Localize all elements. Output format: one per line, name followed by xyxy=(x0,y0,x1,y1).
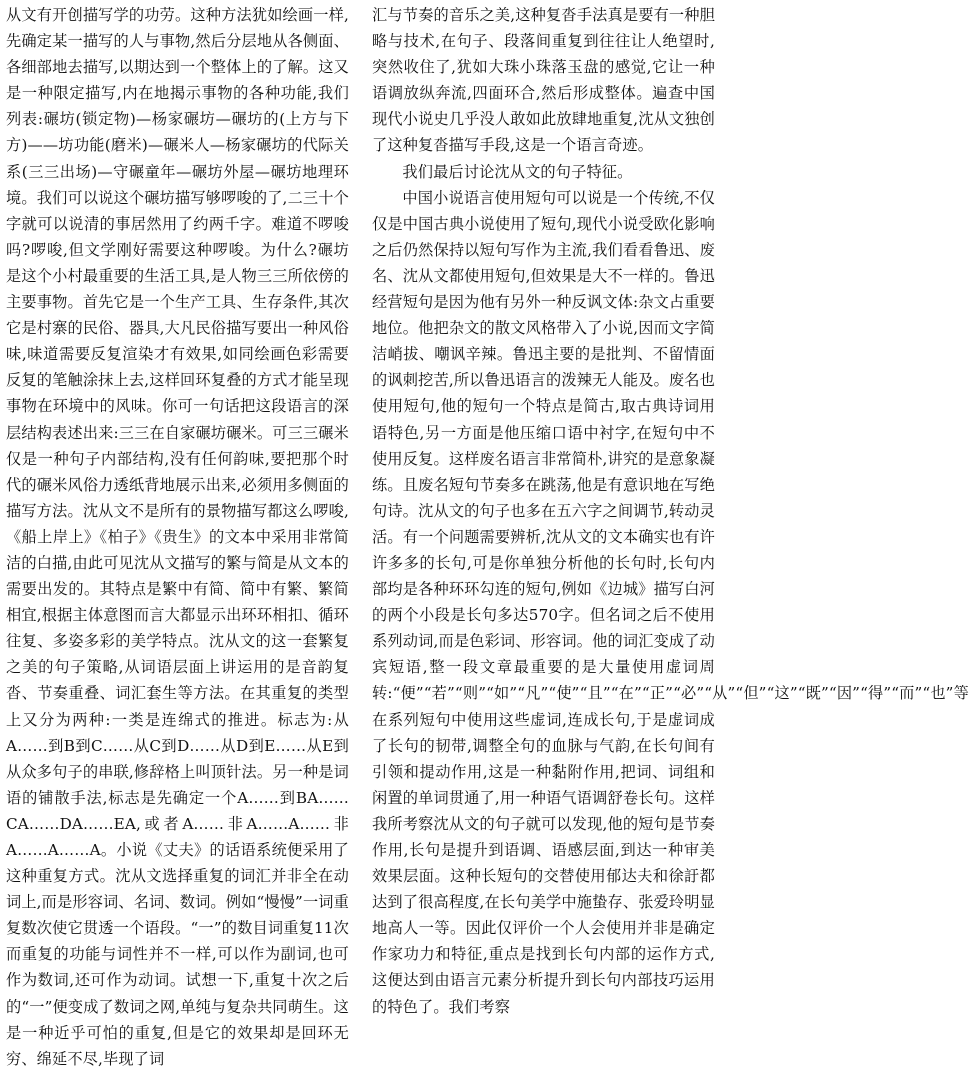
left-text-column xyxy=(6,2,349,1068)
body-paragraph: 中国小说语言使用短句可以说是一个传统,不仅仅是中国古典小说使用了短句,现代小说受欧化影响之后仍然保持以短句写作为主流,我们看看鲁迅、废名、沈从文都使用短句,但效果是大不一样的。鲁迅经营短句是因为他有另外一种反讽文体:杂文占重要地位。他把杂文的散文风格带入了小说,因而文字简洁峭拔、嘲讽辛辣。鲁迅主要的是批判、不留情面的讽刺挖苦,所以鲁迅语言的泼辣无人能及。废名也使用短句,他的短句一个特点是简古,取古典诗词用语特色,另一方面是他压缩口语中衬字,在短句中不使用反复。这样废名语言非常简朴,讲究的是意象凝练。且废名短句节奏多在跳荡,他是有意识地在写绝句诗。沈从文的句子也多在五六字之间调节,转动灵活。有一个问题需要辨析,沈从文的文本确实也有许许多多的长句,可是你单独分析他的长句时,长句内部均是各种环环勾连的短句,例如《边城》描写白河的两个小段是长句多达570字。但名词之后不使用系列动词,而是色彩词、形容词。他的词汇变成了动宾短语,整一段文章最重要的是大量使用虚词周转:“便”“若”“则”“如”“凡”“使”“且”“在”“正”“必”“从”“但”“这”“既”“因”“得”“而”“也”等在系列短句中使用这些虚词,连成长句,于是虚词成了长句的韧带,调整全句的血脉与气韵,在长句间有引领和提动作用,这是一种黏附作用,把词、词组和闲置的单词贯通了,用一种语气语调舒卷长句。这样我所考察沈从文的句子就可以发现,他的短句是节奏作用,长句是提升到语调、语感层面,到达一种审美效果层面。这种长短句的交替使用郁达夫和徐訏都达到了很高程度,在长句美学中施蛰存、张爱玲明显地高人一等。因此仅评价一个人会使用并非是确定作家功力和特征,重点是找到长句内部的运作方式,这便达到由语言元素分析提升到长句内部技巧运用的特色了。我们考察 xyxy=(372,188,969,1016)
body-paragraph: 汇与节奏的音乐之美,这种复沓手法真是要有一种胆略与技术,在句子、段落间重复到往往让人绝望时,突然收住了,犹如大珠小珠落玉盘的感觉,它让一种语调放纵奔流,四面环合,然后形成整体。遍查中国现代小说史几乎没人敢如此放肆地重复,沈从文独创了这种复沓描写手段,这是一个语言奇迹。 xyxy=(372,6,715,155)
body-paragraph: 从文有开创描写学的功劳。这种方法犹如绘画一样,先确定某一描写的人与事物,然后分层地从各侧面、各细部地去描写,以期达到一个整体上的了解。这又是一种限定描写,内在地揭示事物的各种功能,我们列表:碾坊(锁定物)—杨家碾坊—碾坊的(上方与下方)——坊功能(磨米)—碾米人—杨家碾坊的代际关系(三三出场)—守碾童年—碾坊外屋—碾坊地理环境。我们可以说这个碾坊描写够啰唆的了,二三十个字就可以说清的事居然用了约两千字。难道不啰唆吗?啰唆,但文学刚好需要这种啰唆。为什么?碾坊是这个小村最重要的生活工具,是人物三三所依傍的主要事物。首先它是一个生产工具、生存条件,其次它是村寨的民俗、器具,大凡民俗描写要出一种风俗味,味道需要反复渲染才有效果,如同绘画色彩需要反复的笔触涂抹上去,这样回环复叠的方式才能呈现事物在环境中的风味。你可一句话把这段语言的深层结构表述出来:三三在自家碾坊碾米。可三三碾米仅是一种句子内部结构,没有任何韵味,要把那个时代的碾米风俗力透纸背地展示出来,必须用多侧面的描写方法。沈从文不是所有的景物描写都这么啰唆,《船上岸上》《柏子》《贵生》的文本中采用非常简洁的白描,由此可见沈从文描写的繁与简是从文本的需要出发的。其特点是繁中有简、简中有繁、繁简相宜,根据主体意图而言大都显示出环环相扣、循环往复、多姿多彩的美学特点。沈从文的这一套繁复之美的句子策略,从词语层面上讲运用的是音韵复沓、节奏重叠、词汇套生等方法。在其重复的类型上又分为两种:一类是连绵式的推进。标志为:从A……到B到C……从C到D……从D到E……从E到从众多句子的串联,修辞格上叫顶针法。另一种是词语的铺散手法,标志是先确定一个A……到BA……CA……DA……EA,或者A……非A……A……非A……A……A。小说《丈夫》的话语系统便采用了这种重复方式。沈从文选择重复的词汇并非全在动词上,而是形容词、名词、数词。例如“慢慢”一词重复数次使它贯透一个语段。“一”的数目词重复11次而重复的功能与词性并不一样,可以作为副词,也可作为数词,还可作为动词。试想一下,重复十次之后的“一”便变成了数词之网,单纯与复杂共同萌生。这是一种近乎可怕的重复,但是它的效果却是回环无穷、绵延不尽,毕现了词 xyxy=(6,6,349,1068)
right-text-column xyxy=(372,2,969,1033)
body-paragraph: 我们最后讨论沈从文的句子特征。 xyxy=(402,162,633,181)
